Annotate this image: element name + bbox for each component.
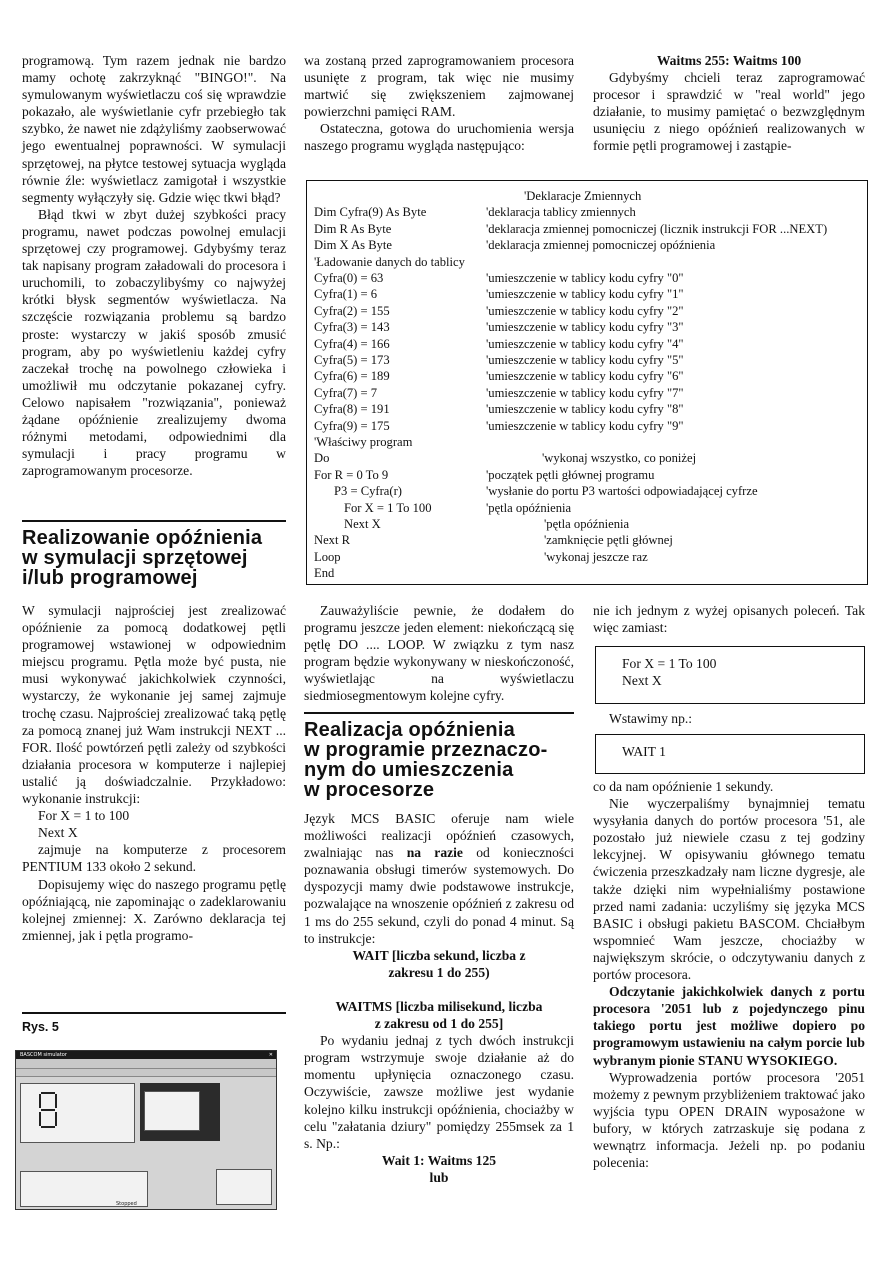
- paragraph: nie ich jednym z wyżej opisanych poleceń. Tak więc zamiast:: [593, 603, 865, 636]
- code-comment: 'umieszczenie w tablicy kodu cyfry "4": [486, 336, 684, 351]
- code-comment: 'umieszczenie w tablicy kodu cyfry "2": [486, 303, 684, 318]
- code-statement: P3 = Cyfra(r): [334, 484, 402, 499]
- code-statement: Next R: [314, 533, 351, 548]
- section-heading-1: [22, 528, 292, 588]
- code-line: [314, 549, 866, 565]
- paragraph: Gdybyśmy chcieli teraz zaprogramować procesor i sprawdzić w "real world" jego działanie, to musimy pamiętać o bezwzględnym usunięciu z niego opóźnień realizowanych w formie pętli programowej i zastąpie-: [593, 70, 865, 154]
- code-comment: 'wysłanie do portu P3 wartości odpowiadającej cyfrze: [486, 484, 758, 499]
- code-statement: Cyfra(3) = 143: [314, 320, 390, 335]
- close-icon[interactable]: ✕: [268, 1052, 273, 1058]
- subheading: Waitms 255: Waitms 100: [656, 53, 802, 68]
- code-box-for-next: [595, 646, 865, 704]
- code-statement: 'Właściwy program: [314, 435, 413, 449]
- register-panel: [216, 1169, 272, 1205]
- code-statement: Cyfra(5) = 173: [314, 353, 390, 367]
- code-statement: Dim R As Byte: [314, 221, 392, 236]
- code-snippet: For X = 1 to 100: [38, 808, 130, 824]
- code-line: [314, 434, 866, 450]
- code-comment: 'umieszczenie w tablicy kodu cyfry "0": [486, 271, 684, 285]
- code-statement: Cyfra(2) = 155: [314, 303, 390, 318]
- digit-segment-a: [41, 1092, 55, 1094]
- code-comment: 'deklaracja zmiennej pomocniczej opóźnienia: [486, 238, 716, 253]
- col3-body: [593, 778, 865, 1171]
- code-line: [314, 204, 866, 220]
- paragraph: Wstawimy np.:: [609, 711, 693, 726]
- port-list: [144, 1091, 200, 1131]
- display-panel: [20, 1083, 135, 1143]
- code-line: [314, 500, 866, 516]
- heading-line: w symulacji sprzętowej: [22, 547, 248, 569]
- toolbar: [16, 1059, 276, 1069]
- code-comment: 'deklaracja tablicy zmiennych: [486, 205, 636, 220]
- code-comment: 'wykonaj wszystko, co poniżej: [542, 451, 697, 466]
- code-line: [314, 254, 866, 270]
- code-comment: 'deklaracja zmiennej pomocniczej (licznik instrukcji FOR ...NEXT): [486, 221, 828, 236]
- code-comment: 'początek pętli głównej programu: [486, 467, 655, 482]
- paragraph: W symulacji najprościej jest zrealizować opóźnienie za pomocą dodatkowej pętli programowej wstawionej w odpowiednim miejscu programu. Pętla może być pusta, nie musi wykonywać jakichkolwiek czynności, wystarczy, że wykonanie jej samej zajmuje trochę czasu. Najprościej zrealizować taką pętlę za pomocą znanej już Wam instrukcji NEXT ... FOR. Ilość powtórzeń pętli zależy od szybkości działania procesora w komputerze i najlepiej ustalić ją doświadczalnie. Przykładowo: wykonanie instrukcji:: [22, 603, 286, 807]
- code-statement: Cyfra(7) = 7: [314, 385, 378, 400]
- col3-insert-label: [593, 710, 865, 727]
- text-run: Język MCS BASIC oferuje nam wiele możliwości realizacji opóźnień czasowych, zwalniając nas: [304, 811, 574, 861]
- code-line: WAIT 1: [622, 744, 666, 759]
- code-statement: Next X: [344, 517, 381, 531]
- code-statement: 'Ładowanie danych do tablicy: [314, 254, 465, 269]
- heading-line: i/lub programowej: [22, 567, 198, 589]
- instruction-wait: WAIT [liczba sekund, liczba z zakresu 1 do 255): [352, 947, 526, 980]
- paragraph: [304, 810, 574, 947]
- code-line: [314, 336, 866, 352]
- code-line: [314, 483, 866, 499]
- paragraph: zajmuje na komputerze z procesorem PENTIUM 133 około 2 sekund.: [22, 842, 286, 875]
- paragraph: Wyprowadzenia portów procesora '2051 możemy z pewnym przybliżeniem traktować jako wyjścia typu OPEN DRAIN wyposażone w bufory, w których zatrzaskuje się podana z wewnątrz informacja. Jeżeli np. po podaniu polecenia:: [593, 1069, 865, 1171]
- code-line: [314, 303, 866, 319]
- example-line: lub: [429, 1169, 449, 1185]
- code-statement: Cyfra(8) = 191: [314, 402, 390, 417]
- col1-bottom: [22, 602, 286, 944]
- paragraph: wa zostaną przed zaprogramowaniem procesora usunięte z program, tak więc nie musimy martwić się zwiększeniem zajmowanej powierzchni pamięci RAM.: [304, 53, 574, 120]
- figure-caption: Rys. 5: [22, 1020, 59, 1034]
- code-box-wait: [595, 734, 865, 774]
- code-lines: [314, 188, 866, 583]
- col3-bottom-intro: [593, 602, 865, 636]
- code-line: [314, 418, 866, 434]
- code-comment: 'Deklaracje Zmiennych: [524, 189, 642, 203]
- paragraph: Nie wyczerpaliśmy bynajmniej tematu wysyłania danych do portów procesora '51, ale pozostało już niewiele czasu z tej godziny lekcyjnej. W opisywaniu głównego tematu ćwiczenia przeszkadzały nam liczne dygresje, ale także dzięki nim wypełnialiśmy postawione przed nami zadania: uczyliśmy się języka MCS BASIC i obsługi pakietu BASCOM. Chciałbym wspomnieć Wam jeszcze, chociażby w największym skrócie, o odczytywaniu danych z portów procesora.: [593, 796, 865, 983]
- simulator-screenshot: [15, 1050, 277, 1210]
- code-statement: For R = 0 To 9: [314, 467, 389, 482]
- code-statement: Cyfra(4) = 166: [314, 336, 390, 351]
- paragraph: co da nam opóźnienie 1 sekundy.: [593, 779, 774, 794]
- code-statement: Cyfra(0) = 63: [314, 271, 384, 285]
- code-comment: 'umieszczenie w tablicy kodu cyfry "6": [486, 369, 684, 384]
- text-run-bold: na razie: [406, 845, 463, 861]
- code-comment: 'zamknięcie pętli głównej: [544, 533, 673, 548]
- code-line: [314, 286, 866, 302]
- section-heading-2: [304, 720, 584, 800]
- code-line: [314, 385, 866, 401]
- code-line: [314, 352, 866, 368]
- code-line: [314, 516, 866, 532]
- heading-line: nym do umieszczenia: [304, 759, 514, 781]
- code-line: [314, 237, 866, 253]
- code-statement: For X = 1 To 100: [344, 500, 432, 515]
- paragraph: Dopisujemy więc do naszego programu pętlę opóźniającą, nie zapominając o zadeklarowaniu kolejnej zmiennej: X. Zarówno deklaracja tej zmiennej, jak i pętla programo-: [22, 876, 286, 943]
- col1-top-rule: [22, 520, 286, 522]
- code-comment: 'pętla opóźnienia: [544, 517, 630, 531]
- heading-line: Realizacja opóźnienia: [304, 719, 515, 741]
- window-title: BASCOM simulator: [20, 1052, 67, 1058]
- code-line: [314, 467, 866, 483]
- col2-rule: [304, 712, 574, 714]
- example-line: Wait 1: Waitms 125: [381, 1152, 497, 1168]
- code-line: [314, 221, 866, 237]
- col2-top: [304, 52, 574, 155]
- code-line: Next X: [622, 673, 662, 688]
- figure-rule: [22, 1012, 286, 1014]
- code-line: [314, 319, 866, 335]
- paragraph-bold: Odczytanie jakichkolwiek danych z portu procesora '2051 lub z pojedynczego pinu takiego portu jest możliwe dopiero po programowym ustawieniu na całym porcie lub wybranym pionie STANU WYSOKIEGO.: [593, 984, 865, 1068]
- heading-line: w programie przeznaczo-: [304, 739, 548, 761]
- code-statement: Loop: [314, 549, 341, 564]
- paragraph: Błąd tkwi w zbyt dużej szybkości pracy programu, nawet podczas powolnej emulacji sprzętowej czy programowej. Gdybyśmy teraz tak napisany program załadowali do procesora i uruchomili, to zobaczylibyśmy co najwyżej krótki błysk segmentów wyświetlacza. Na szczęście rozwiązania problemu są bardzo proste: wystarczy w jakiś sposób zmusić program, aby po wyświetleniu każdej cyfry zaczekał trochę na powolnego człowieka i umożliwił mu odczytanie pokazanej cyfry. Celowo napisałem "rozwiązania", ponieważ żądane opóźnienie zrealizujemy dwoma różnymi metodami, odpowiednimi dla symulacji i pracy programu w zaprogramowanym procesorze.: [22, 206, 286, 479]
- code-line: [314, 188, 866, 204]
- code-comment: 'wykonaj jeszcze raz: [544, 549, 648, 564]
- code-line: For X = 1 To 100: [622, 656, 717, 671]
- code-comment: 'umieszczenie w tablicy kodu cyfry "1": [486, 287, 684, 302]
- digit-segment-e: [39, 1112, 41, 1126]
- code-line: [314, 532, 866, 548]
- toolbar-secondary: [16, 1069, 276, 1077]
- status-text: Stopped: [116, 1201, 137, 1207]
- code-comment: 'umieszczenie w tablicy kodu cyfry "8": [486, 402, 684, 417]
- heading-line: w procesorze: [304, 779, 435, 801]
- paragraph: Po wydaniu jednaj z tych dwóch instrukcji program wstrzymuje swoje działanie aż do momentu upłynięcia oznaczonego czasu. Oczywiście, zawsze możliwe jest wydanie kolejno kilku instrukcji opóźnienia, chociażby w celu "załatania dziury" pomiędzy 255msek za 1 s. Np.:: [304, 1033, 574, 1151]
- text-run: od konieczności poznawania obsługi timerów systemowych. Do dyspozycji mamy dwie podstawowe instrukcje, pozwalające na wnoszenie opóźnień z zakresu od 1 ms do 255 sekund, czyli do ponad 4 minut. Są to instrukcje:: [304, 845, 574, 946]
- code-statement: Dim X As Byte: [314, 238, 393, 253]
- code-statement: End: [314, 566, 335, 581]
- code-statement: Do: [314, 451, 330, 466]
- code-comment: 'umieszczenie w tablicy kodu cyfry "9": [486, 418, 684, 433]
- code-line: [314, 270, 866, 286]
- code-comment: 'umieszczenie w tablicy kodu cyfry "3": [486, 320, 684, 335]
- code-line: [314, 401, 866, 417]
- paragraph: programową. Tym razem jednak nie bardzo mamy ochotę zakrzyknąć "BINGO!". Na symulowanym wyświetlaczu coś się wprawdzie pokazało, ale wyświetlanie cyfr przebiegło tak szybko, że nawet nie zdążyliśmy zaobserwować jego ewentualnej poprawności. W symulacji sprzętowej, na płytce testowej sytuacja wygląda równie źle: wyświetlacz zamigotał i wszystkie segmenty wyłączyły się. Gdzie więc tkwi błąd?: [22, 53, 286, 205]
- code-comment: 'umieszczenie w tablicy kodu cyfry "7": [486, 385, 684, 400]
- col3-top: [593, 52, 865, 155]
- code-comment: 'umieszczenie w tablicy kodu cyfry "5": [486, 353, 684, 367]
- digit-segment-f: [39, 1094, 41, 1108]
- digit-segment-d: [41, 1126, 55, 1128]
- heading-line: Realizowanie opóźnienia: [22, 527, 263, 549]
- digit-segment-g: [41, 1109, 55, 1111]
- digit-segment-c: [55, 1112, 57, 1126]
- code-comment: 'pętla opóźnienia: [486, 500, 572, 515]
- code-line: [314, 368, 866, 384]
- digit-segment-b: [55, 1094, 57, 1108]
- code-line: [314, 565, 866, 581]
- paragraph: Zauważyliście pewnie, że dodałem do programu jeszcze jeden element: niekończącą się pętlę DO .... LOOP. W związku z tym nasz program będzie wykonywany w nieskończoność, wyświetlając na wyświetlaczu siedmiosegmentowym kolejne cyfry.: [304, 603, 574, 704]
- window-titlebar: [16, 1051, 276, 1059]
- code-statement: Cyfra(6) = 189: [314, 369, 390, 384]
- col2-body: [304, 810, 574, 1186]
- code-statement: Cyfra(9) = 175: [314, 418, 390, 433]
- col2-bottom: [304, 602, 574, 705]
- instruction-waitms: WAITMS [liczba milisekund, liczba z zakresu od 1 do 255]: [335, 998, 543, 1032]
- paragraph: Ostateczna, gotowa do uruchomienia wersja naszego programu wygląda następująco:: [304, 121, 574, 154]
- code-statement: Cyfra(1) = 6: [314, 287, 378, 302]
- col1-top: [22, 52, 286, 479]
- code-line: [314, 450, 866, 466]
- code-statement: Dim Cyfra(9) As Byte: [314, 205, 427, 220]
- code-snippet: Next X: [38, 825, 78, 841]
